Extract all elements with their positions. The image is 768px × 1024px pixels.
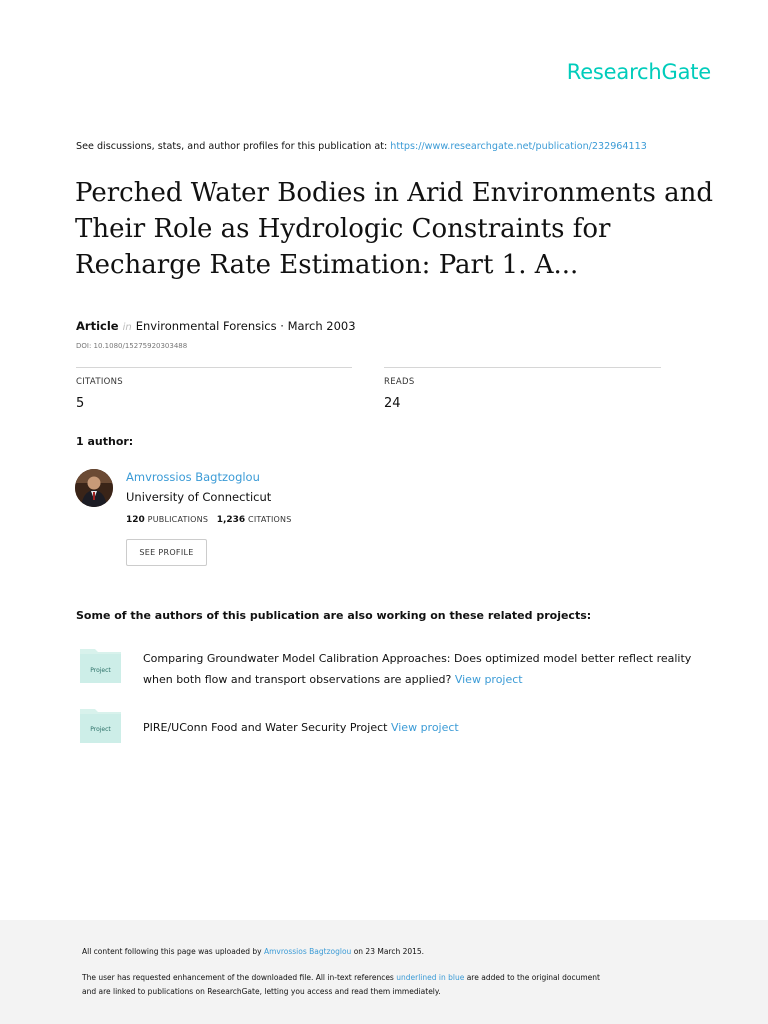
- view-project-link[interactable]: View project: [390, 721, 459, 734]
- author-citations-count: 1,236: [216, 515, 246, 525]
- title-line: Recharge Rate Estimation: Part 1. A...: [75, 250, 579, 280]
- doi: DOI: 10.1080/15275920303488: [76, 342, 188, 350]
- author-name-link[interactable]: Amvrossios Bagtzoglou: [126, 470, 260, 484]
- enhancement-notice: [82, 971, 600, 999]
- project-item: [143, 648, 691, 690]
- publication-title: [75, 175, 715, 283]
- upload-prefix: All content following this page was uploaded by: [82, 947, 264, 956]
- authors-heading: 1 author:: [76, 435, 134, 448]
- reads-value: 24: [384, 396, 401, 411]
- publication-type: Article: [76, 319, 119, 333]
- see-profile-button[interactable]: SEE PROFILE: [126, 539, 207, 566]
- project-item: [143, 717, 459, 738]
- divider: [384, 367, 661, 368]
- view-project-link[interactable]: View project: [454, 673, 523, 686]
- project-icon-label: Project: [90, 667, 111, 674]
- reads-label: READS: [384, 377, 415, 387]
- uploader-link[interactable]: Amvrossios Bagtzoglou: [263, 947, 352, 956]
- author-stats: [126, 515, 292, 525]
- title-line: Their Role as Hydrologic Constraints for: [75, 214, 611, 244]
- related-projects-heading: Some of the authors of this publication are also working on these related projects:: [76, 609, 592, 622]
- underlined-in-blue-text: underlined in blue: [396, 973, 465, 982]
- project-folder-icon: [79, 646, 122, 682]
- notice-prefix: The user has requested enhancement of the downloaded file. All in-text references: [82, 973, 397, 982]
- project-title: PIRE/UConn Food and Water Security Project: [143, 721, 388, 734]
- citations-label: CITATIONS: [76, 377, 123, 387]
- researchgate-logo[interactable]: ResearchGate: [566, 60, 711, 84]
- publication-meta: [76, 319, 356, 333]
- publications-label: PUBLICATIONS: [147, 515, 209, 524]
- see-discussions-line: [76, 141, 647, 152]
- see-discussions-text: See discussions, stats, and author profiles for this publication at:: [76, 141, 391, 152]
- upload-suffix: on 23 March 2015.: [351, 947, 425, 956]
- publication-url-link[interactable]: https://www.researchgate.net/publication/232964113: [390, 141, 647, 152]
- project-icon-label: Project: [90, 726, 111, 733]
- project-title: Comparing Groundwater Model Calibration Approaches: Does optimized model better reflect reality: [143, 652, 692, 665]
- avatar[interactable]: [75, 469, 113, 507]
- author-photo-icon: [75, 469, 113, 507]
- publications-count: 120: [126, 515, 145, 525]
- author-institution: University of Connecticut: [126, 490, 272, 504]
- citations-value: 5: [76, 396, 85, 411]
- in-label: in: [122, 322, 132, 333]
- notice-line2: and are linked to publications on ResearchGate, letting you access and read them immediately.: [82, 987, 441, 996]
- project-folder-icon: [79, 706, 122, 742]
- notice-suffix: are added to the original document: [464, 973, 600, 982]
- author-citations-label: CITATIONS: [248, 515, 292, 524]
- upload-notice: [82, 947, 424, 956]
- publication-venue: Environmental Forensics · March 2003: [135, 319, 356, 333]
- project-title-cont: when both flow and transport observations are applied?: [143, 673, 452, 686]
- divider: [76, 367, 352, 368]
- title-line: Perched Water Bodies in Arid Environments and: [75, 178, 713, 208]
